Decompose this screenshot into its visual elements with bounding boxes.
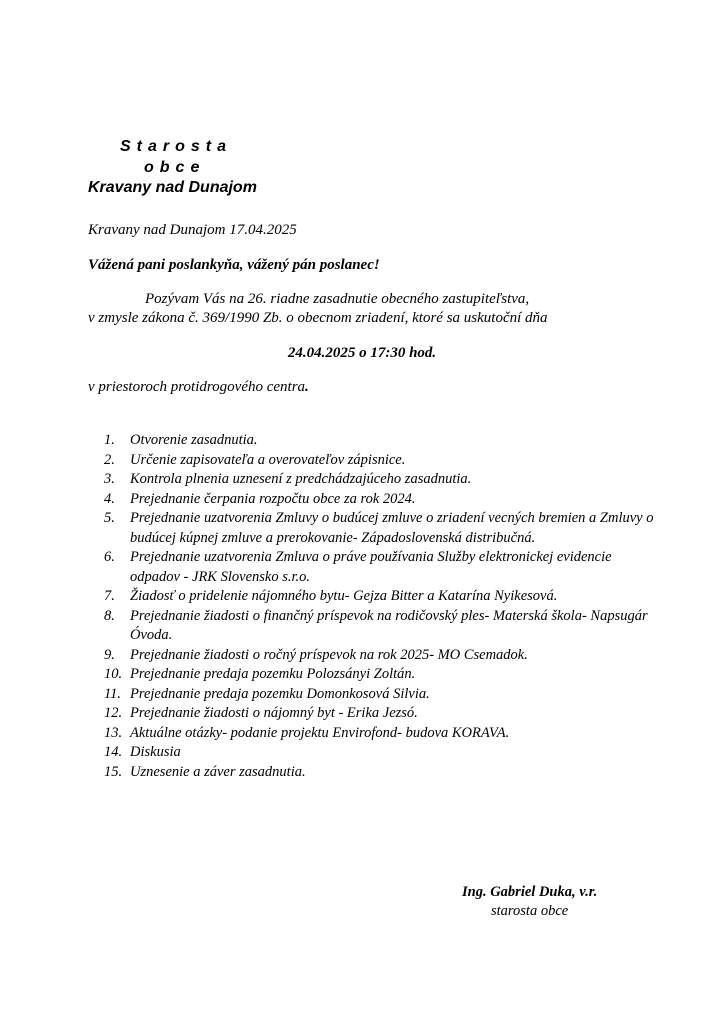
agenda-item <box>104 451 664 471</box>
agenda-item <box>104 685 664 705</box>
invitation-line-2: v zmysle zákona č. 369/1990 Zb. o obecnom zriadení, ktoré sa uskutoční dňa <box>88 310 548 326</box>
agenda-item-text: Prejednanie žiadosti o ročný príspevok na rok 2025- MO Csemadok. <box>130 646 528 663</box>
agenda-item-number: 6. <box>104 549 115 565</box>
signature-title: starosta obce <box>491 903 569 919</box>
agenda-item-number: 9. <box>104 646 115 663</box>
agenda-item <box>104 587 664 607</box>
agenda-item-text: Žiadosť o pridelenie nájomného bytu- Gejza Bitter a Katarína Nyikesová. <box>130 588 558 604</box>
agenda-item <box>104 743 664 763</box>
agenda-item <box>104 490 664 510</box>
agenda-item-number: 11. <box>104 685 122 702</box>
agenda-item <box>104 509 664 548</box>
agenda-item <box>104 763 664 783</box>
meeting-datetime: 24.04.2025 o 17:30 hod. <box>287 345 437 361</box>
agenda-item-number: 13. <box>104 724 123 741</box>
agenda-item-text: Kontrola plnenia uznesení z predchádzajúceho zasadnutia. <box>130 471 472 487</box>
agenda-item-text: Aktuálne otázky- podanie projektu Envirofond- budova KORAVA. <box>130 724 510 741</box>
agenda-item-number: 14. <box>104 744 123 760</box>
agenda-item-text: Otvorenie zasadnutia. <box>130 432 258 448</box>
agenda-item-text: Prejednanie žiadosti o finančný príspevok na rodičovský ples- Materská škola- Napsugár Óvoda. <box>130 607 648 643</box>
agenda-item-number: 10. <box>104 666 123 682</box>
agenda-item-number: 15. <box>104 763 123 780</box>
signature-name: Ing. Gabriel Duka, v.r. <box>462 884 598 900</box>
header-starosta: Starosta <box>120 138 233 155</box>
agenda-list <box>104 431 664 782</box>
agenda-item-number: 12. <box>104 705 123 721</box>
agenda-item <box>104 646 664 666</box>
agenda-item <box>104 724 664 744</box>
agenda-item-number: 4. <box>104 490 115 507</box>
agenda-item-number: 5. <box>104 510 115 526</box>
agenda-item-number: 7. <box>104 588 115 604</box>
agenda-item <box>104 431 664 451</box>
agenda-item-text: Určenie zapisovateľa a overovateľov zápisnice. <box>130 451 406 468</box>
agenda-item-text: Diskusia <box>130 744 181 760</box>
agenda-item-text: Uznesenie a záver zasadnutia. <box>130 763 306 780</box>
date-line: Kravany nad Dunajom 17.04.2025 <box>88 222 297 238</box>
agenda-item-text: Prejednanie žiadosti o nájomný byt - Erika Jezsó. <box>130 705 418 721</box>
agenda-item-number: 3. <box>104 471 115 487</box>
agenda-item-text: Prejednanie čerpania rozpočtu obce za rok 2024. <box>130 490 416 507</box>
header-municipality: Kravany nad Dunajom <box>88 179 257 196</box>
header-obce: obce <box>144 159 206 176</box>
agenda-item <box>104 665 664 685</box>
salutation: Vážená pani poslankyňa, vážený pán poslanec! <box>88 257 380 273</box>
agenda-item <box>104 548 664 587</box>
location-dot: . <box>305 379 309 395</box>
agenda-item-number: 1. <box>104 432 115 448</box>
invitation-line-1: Pozývam Vás na 26. riadne zasadnutie obecného zastupiteľstva, <box>145 291 530 307</box>
agenda-item <box>104 470 664 490</box>
agenda-item <box>104 704 664 724</box>
location-line <box>88 379 309 396</box>
agenda-item-number: 2. <box>104 451 115 468</box>
agenda-item-text: Prejednanie uzatvorenia Zmluva o práve používania Služby elektronickej evidencie odpadov - JRK Slovensko s.r.o. <box>130 549 612 585</box>
agenda-item-number: 8. <box>104 607 115 624</box>
agenda-item-text: Prejednanie predaja pozemku Domonkosová Silvia. <box>130 685 430 702</box>
agenda-item-text: Prejednanie predaja pozemku Polozsányi Zoltán. <box>130 666 416 682</box>
agenda-item-text: Prejednanie uzatvorenia Zmluvy o budúcej zmluve o zriadení vecných bremien a Zmluvy o budúcej kúpnej zmluve a prerokovanie- Západoslovenská distribučná. <box>130 510 654 546</box>
location-text: v priestoroch protidrogového centra <box>88 379 306 395</box>
agenda-item <box>104 607 664 646</box>
